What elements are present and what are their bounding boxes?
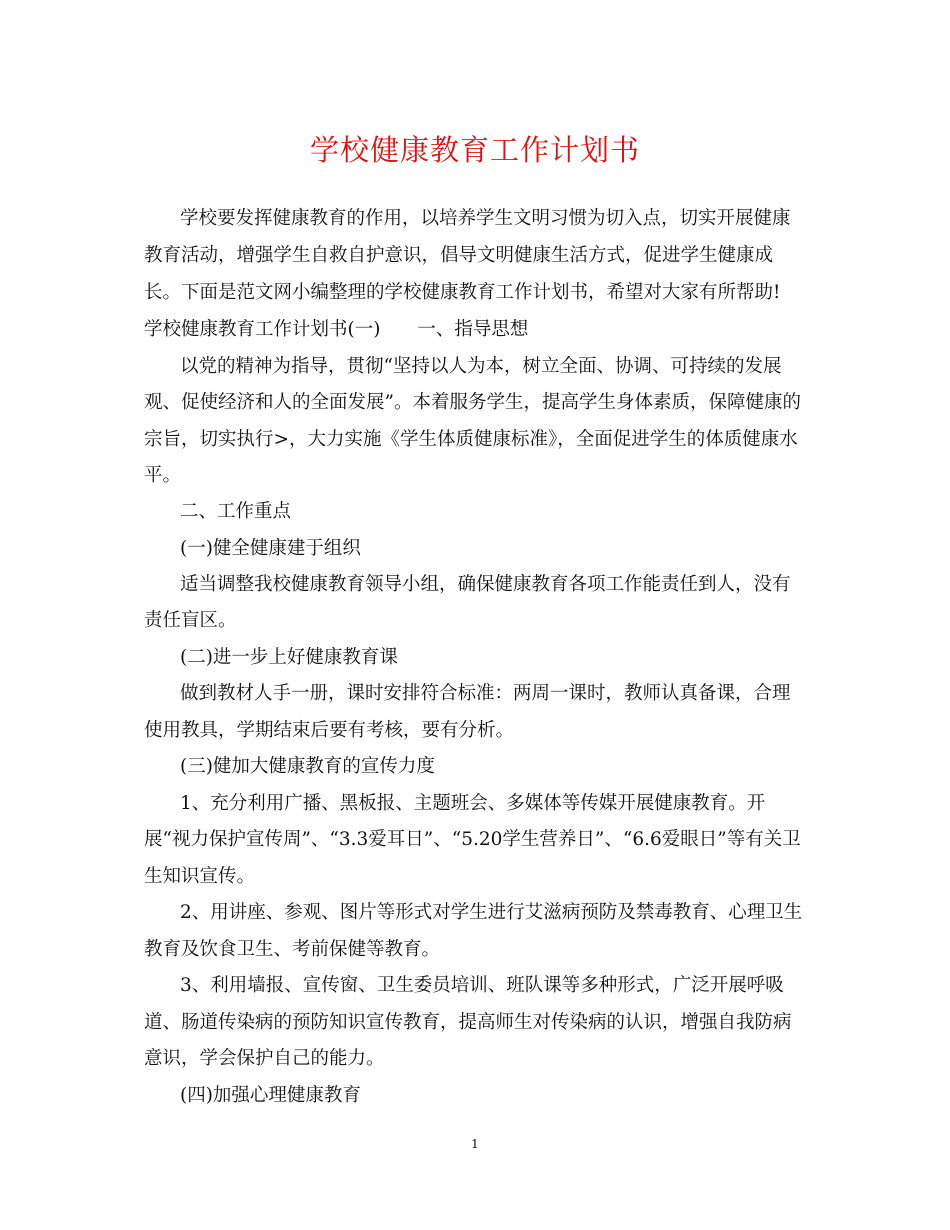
- body-line: 学校健康教育工作计划书(一) 一、指导思想: [144, 319, 529, 340]
- body-line: 学校要发挥健康教育的作用，以培养学生文明习惯为切入点，切实开展健康: [180, 208, 791, 229]
- body-line: 教育及饮食卫生、考前保健等教育。: [144, 939, 441, 960]
- body-line: 适当调整我校健康教育领导小组，确保健康教育各项工作能责任到人，没有: [180, 574, 791, 595]
- body-line: 1、充分利用广播、黑板报、主题班会、多媒体等传媒开展健康教育。开: [180, 793, 766, 814]
- body-line: 展“视力保护宣传周”、“3.3爱耳日”、“5.20学生营养日”、“6.6爱眼日”等有关卫: [144, 829, 801, 850]
- body-line: 道、肠道传染病的预防知识宣传教育，提高师生对传染病的认识，增强自我防病: [144, 1012, 792, 1033]
- body-line: 平。: [144, 465, 182, 486]
- body-line: 做到教材人手一册，课时安排符合标准：两周一课时，教师认真备课，合理: [180, 683, 791, 704]
- subsection-heading: (三)健加大健康教育的宣传力度: [180, 756, 435, 777]
- page-number: 1: [471, 1137, 479, 1151]
- body-line: 教育活动，增强学生自救自护意识，倡导文明健康生活方式，促进学生健康成: [144, 245, 774, 266]
- subsection-heading: (四)加强心理健康教育: [180, 1085, 361, 1106]
- section-heading: 二、工作重点: [180, 501, 292, 522]
- subsection-heading: (一)健全健康建于组织: [180, 538, 361, 559]
- body-line: 使用教具，学期结束后要有考核，要有分析。: [144, 720, 515, 741]
- body-line: 意识，学会保护自己的能力。: [144, 1048, 385, 1069]
- body-line: 以党的精神为指导，贯彻“坚持以人为本，树立全面、协调、可持续的发展: [180, 356, 782, 377]
- subsection-heading: (二)进一步上好健康教育课: [180, 647, 398, 668]
- body-line: 宗旨，切实执行>，大力实施《学生体质健康标准》，全面促进学生的体质健康水: [144, 429, 798, 450]
- body-line: 长。下面是范文网小编整理的学校健康教育工作计划书，希望对大家有所帮助!: [144, 282, 781, 303]
- body-line: 观、促使经济和人的全面发展”。本着服务学生，提高学生身体素质，保障健康的: [144, 392, 801, 413]
- body-line: 2、用讲座、参观、图片等形式对学生进行艾滋病预防及禁毒教育、心理卫生: [180, 902, 803, 923]
- body-line: 3、利用墙报、宣传窗、卫生委员培训、班队课等多种形式，广泛开展呼吸: [180, 975, 784, 996]
- document-title: 学校健康教育工作计划书: [309, 133, 640, 167]
- body-line: 生知识宣传。: [144, 866, 256, 887]
- body-line: 责任盲区。: [144, 610, 237, 631]
